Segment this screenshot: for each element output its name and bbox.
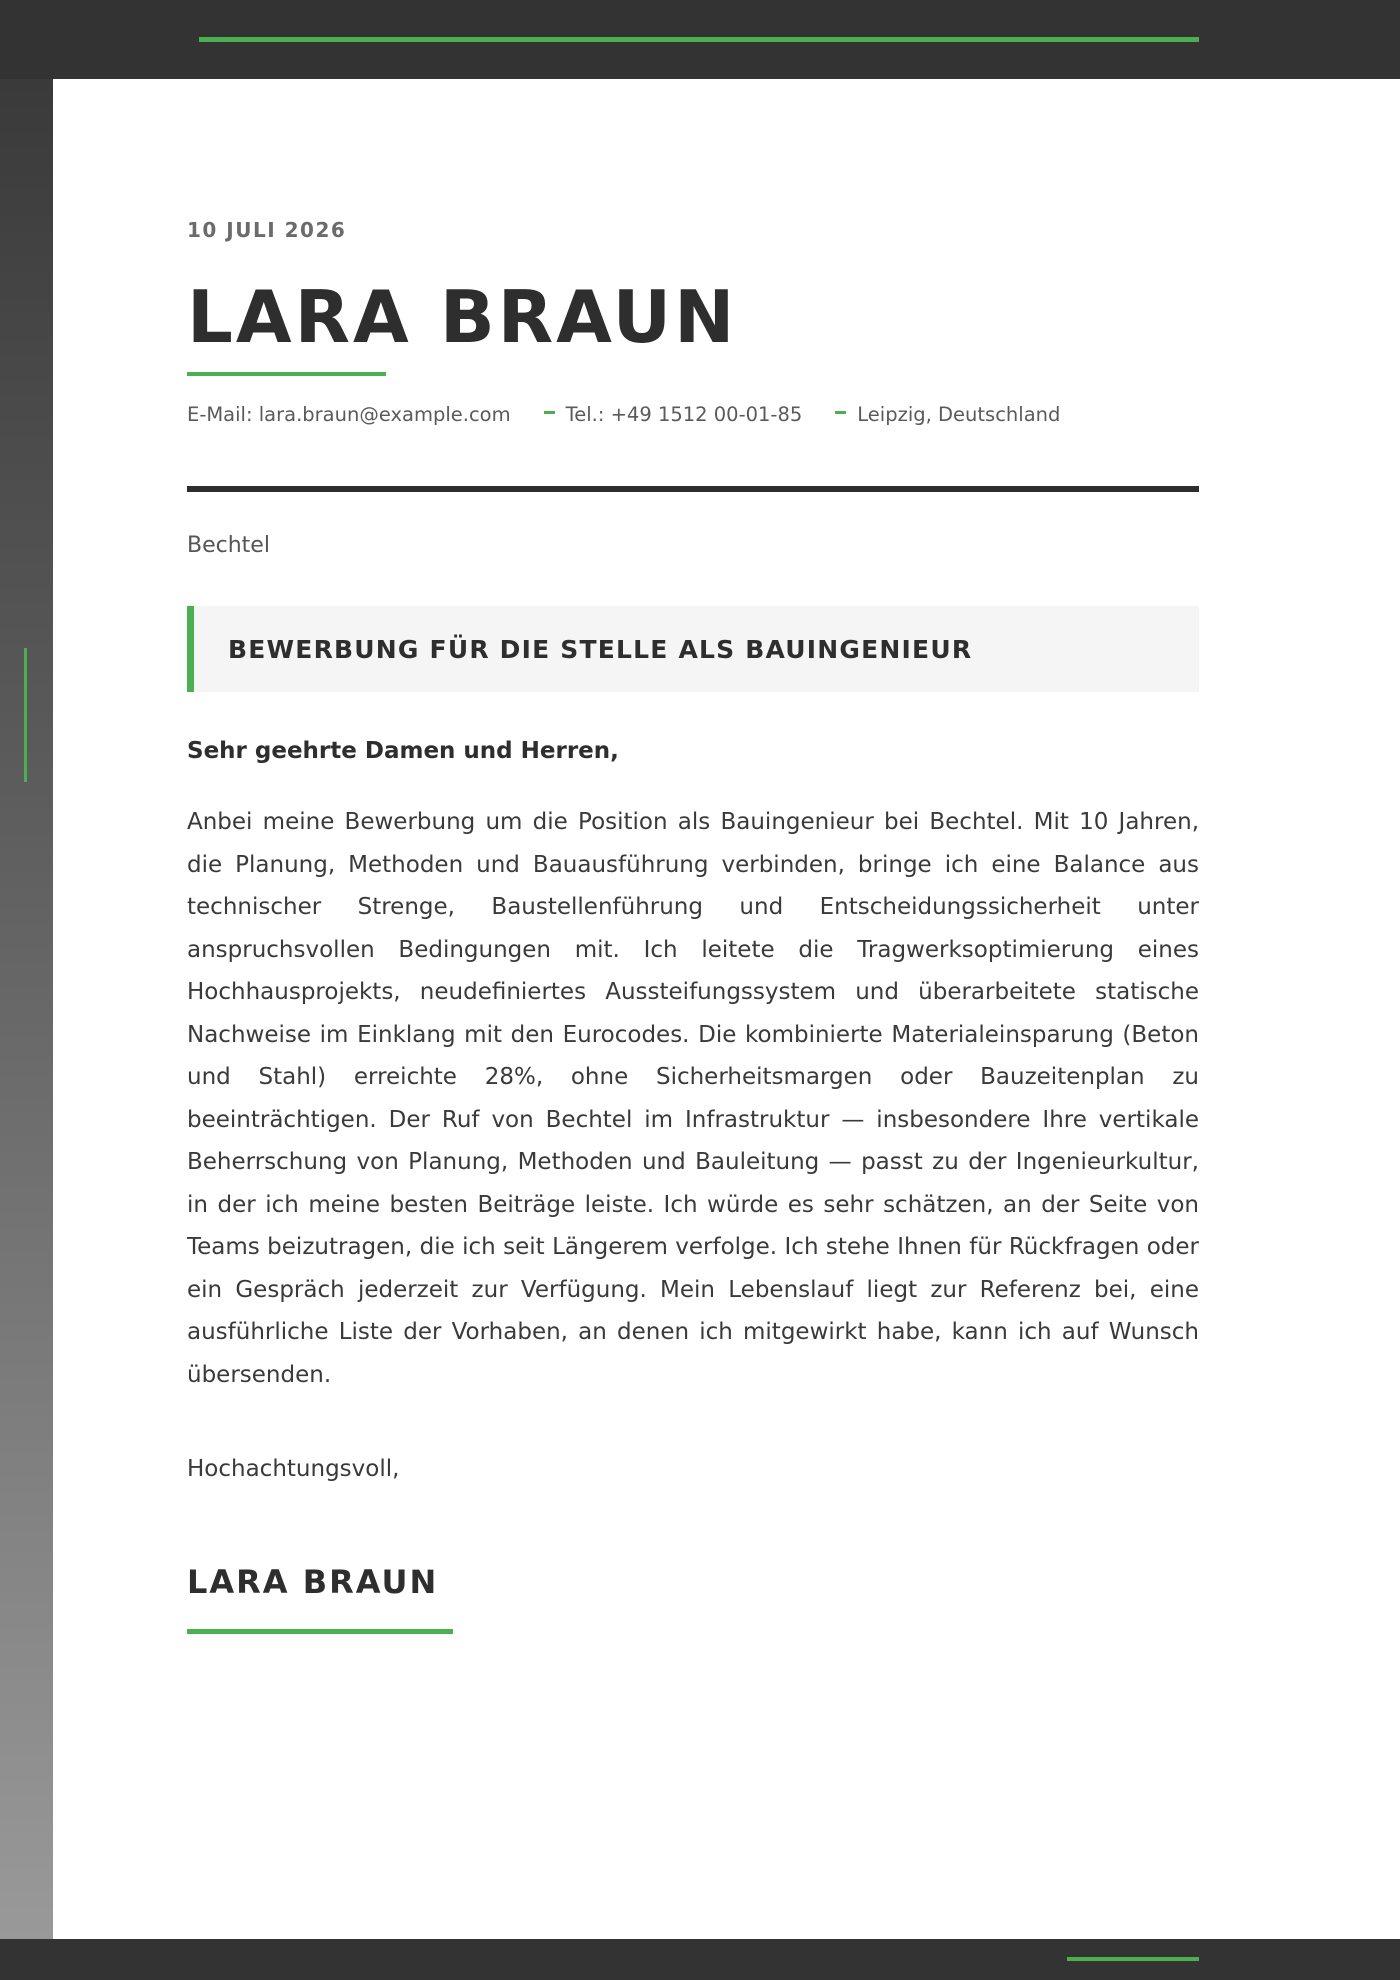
top-accent-line xyxy=(199,37,1199,42)
contact-location: Leipzig, Deutschland xyxy=(857,403,1061,426)
subject-line: BEWERBUNG FÜR DIE STELLE ALS BAUINGENIEUR xyxy=(228,634,973,664)
contact-separator xyxy=(544,411,555,414)
signature-name: LARA BRAUN xyxy=(187,1563,439,1601)
bottom-accent-line xyxy=(1067,1957,1199,1961)
recipient-company: Bechtel xyxy=(187,533,270,558)
letter-body: Anbei meine Bewerbung um die Position als Bauingenieur bei Bechtel. Mit 10 Jahren, die Planung, Methoden und Bauausführung verbinden, bringe ich eine Balance aus technischer Strenge, Baustellenführung und Entscheidungssicherheit unter anspruchsvollen Bedingungen mit. Ich leitete die Tragwerksoptimierung eines Hochhausprojekts, neudefiniertes Aussteifungssystem und überarbeitete statische Nachweise im Einklang mit den Eurocodes. Die kombinierte Materialeinsparung (Beton und Stahl) erreichte 28%, ohne Sicherheitsmargen oder Bauzeitenplan zu beeinträchtigen. Der Ruf von Bechtel im Infrastruktur — insbesondere Ihre vertikale Beherrschung von Planung, Methoden und Bauleitung — passt zu der Ingenieurkultur, in der ich meine besten Beiträge leiste. Ich würde es sehr schätzen, an der Seite von Teams beizutragen, die ich seit Längerem verfolge. Ich stehe Ihnen für Rückfragen oder ein Gespräch jederzeit zur Verfügung. Mein Lebenslauf liegt zur Referenz bei, eine ausführliche Liste der Vorhaben, an denen ich mitgewirkt habe, kann ich auf Wunsch übersenden. xyxy=(187,809,1199,1388)
contact-phone: Tel.: +49 1512 00-01-85 xyxy=(565,403,803,426)
contact-line xyxy=(187,403,1060,426)
letter-date: 10 JULI 2026 xyxy=(187,218,347,242)
left-frame-bar xyxy=(0,79,53,1939)
sender-name: LARA BRAUN xyxy=(187,275,738,359)
left-accent-line xyxy=(24,648,27,782)
name-underline xyxy=(187,372,386,376)
header-divider xyxy=(187,486,1199,492)
closing: Hochachtungsvoll, xyxy=(187,1456,400,1482)
subject-box xyxy=(187,606,1199,692)
salutation: Sehr geehrte Damen und Herren, xyxy=(187,738,619,764)
contact-email: E-Mail: lara.braun@example.com xyxy=(187,403,511,426)
signature-underline xyxy=(187,1629,453,1634)
contact-separator xyxy=(835,411,846,414)
